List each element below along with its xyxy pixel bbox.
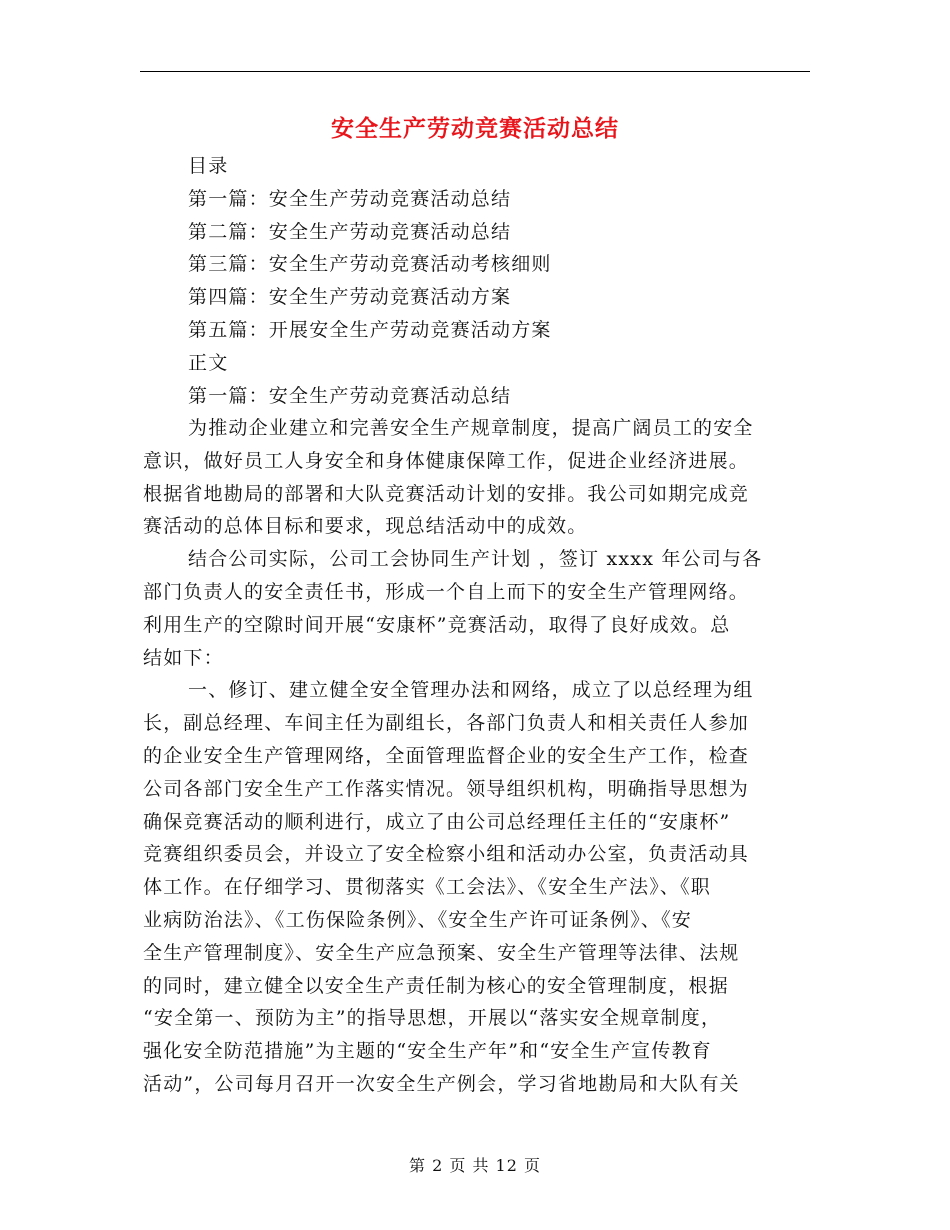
text-line: 结如下： <box>143 646 224 669</box>
text-line: 一、修订、建立健全安全管理办法和网络，成立了以总经理为组 <box>188 679 754 702</box>
toc-item[interactable]: 第二篇：安全生产劳动竞赛活动总结 <box>188 220 512 243</box>
section-heading: 第一篇：安全生产劳动竞赛活动总结 <box>188 384 512 407</box>
text-line: 业病防治法》、《工伤保险条例》、《安全生产许可证条例》、《安 <box>143 908 693 931</box>
table-of-contents <box>188 150 808 412</box>
toc-item[interactable]: 第一篇：安全生产劳动竞赛活动总结 <box>188 187 512 210</box>
text-line: 根据省地勘局的部署和大队竞赛活动计划的安排。我公司如期完成竞 <box>143 482 750 505</box>
text-line: 为推动企业建立和完善安全生产规章制度，提高广阔员工的安全 <box>188 417 754 439</box>
text-line: 竞赛组织委员会，并设立了安全检察小组和活动办公室，负责活动具 <box>143 843 750 866</box>
paragraph <box>143 674 798 1100</box>
text-line: “安全第一、预防为主”的指导思想，开展以“落实安全规章制度， <box>143 1007 722 1030</box>
text-line: 确保竞赛活动的顺利进行，成立了由公司总经理任主任的“安康杯” <box>143 810 731 833</box>
page-footer: 第 2 页 共 12 页 <box>409 1156 541 1175</box>
body-heading: 正文 <box>188 351 229 374</box>
toc-item[interactable]: 第三篇：安全生产劳动竞赛活动考核细则 <box>188 253 552 276</box>
text-line: 的同时，建立健全以安全生产责任制为核心的安全管理制度，根据 <box>143 974 729 997</box>
document-body <box>143 412 798 1101</box>
document-title: 安全生产劳动竞赛活动总结 <box>331 116 619 142</box>
header-rule <box>140 71 810 72</box>
toc-item[interactable]: 第五篇：开展安全生产劳动竞赛活动方案 <box>188 318 552 341</box>
text-line: 活动”，公司每月召开一次安全生产例会，学习省地勘局和大队有关 <box>143 1072 740 1095</box>
text-line: 全生产管理制度》、安全生产应急预案、安全生产管理等法律、法规 <box>143 941 740 964</box>
text-line: 公司各部门安全生产工作落实情况。领导组织机构，明确指导思想为 <box>143 777 750 800</box>
text-line: 结合公司实际，公司工会协同生产计划 ，签订 xxxx 年公司与各 <box>188 548 763 571</box>
text-line: 长，副总经理、车间主任为副组长，各部门负责人和相关责任人参加 <box>143 712 750 735</box>
text-line: 体工作。在仔细学习、贯彻落实《工会法》、《安全生产法》、《职 <box>143 876 712 899</box>
paragraph <box>143 412 798 543</box>
text-line: 部门负责人的安全责任书，形成一个自上而下的安全生产管理网络。 <box>143 580 750 603</box>
toc-item[interactable]: 第四篇：安全生产劳动竞赛活动方案 <box>188 286 512 309</box>
text-line: 赛活动的总体目标和要求，现总结活动中的成效。 <box>143 515 588 538</box>
paragraph <box>143 543 798 674</box>
toc-heading: 目录 <box>188 155 229 177</box>
text-line: 强化安全防范措施”为主题的“安全生产年”和“安全生产宣传教育 <box>143 1040 712 1063</box>
text-line: 的企业安全生产管理网络，全面管理监督企业的安全生产工作，检查 <box>143 744 750 767</box>
text-line: 利用生产的空隙时间开展“安康杯”竞赛活动，取得了良好成效。总 <box>143 613 731 636</box>
text-line: 意识，做好员工人身安全和身体健康保障工作，促进企业经济进展。 <box>143 449 750 472</box>
